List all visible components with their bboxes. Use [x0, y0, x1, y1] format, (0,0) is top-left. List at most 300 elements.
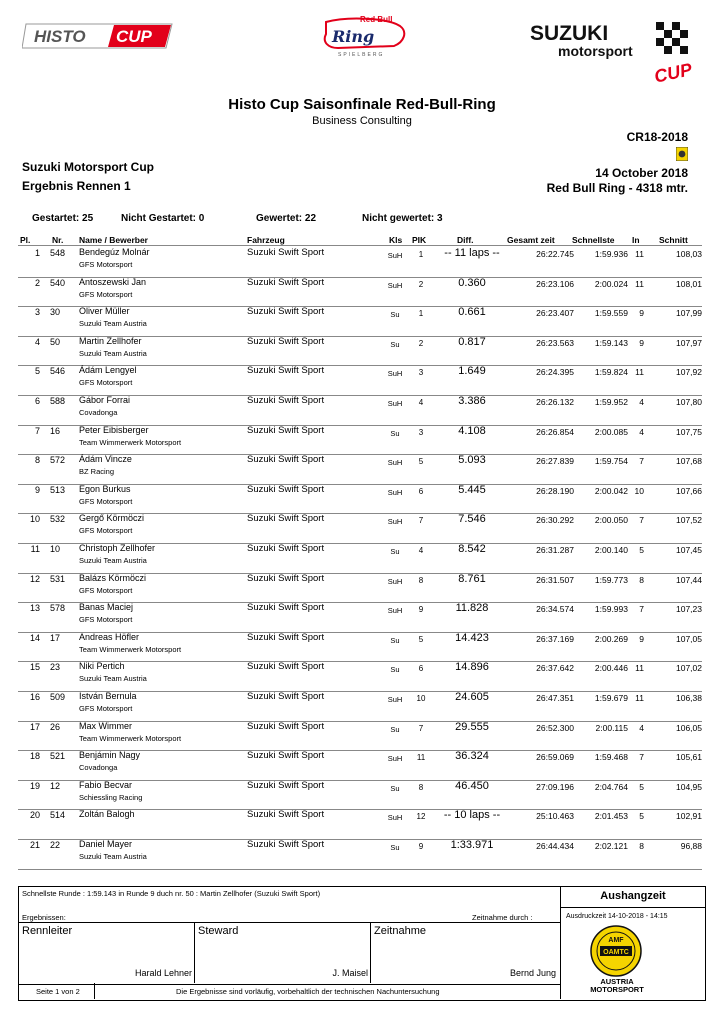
cell-fastest-lap: 2:00.140	[594, 545, 628, 555]
cell-class: SuH	[387, 517, 403, 527]
cell-class-position: 9	[418, 842, 424, 851]
cell-diff: 0.360	[458, 276, 486, 289]
cell-car: Suzuki Swift Sport	[247, 335, 325, 347]
cell-class: SuH	[387, 606, 403, 616]
cell-number: 588	[50, 396, 66, 406]
zeitnahme-name: Bernd Jung	[509, 968, 556, 978]
cell-car: Suzuki Swift Sport	[247, 247, 325, 258]
cell-avg-speed: 107,80	[676, 397, 702, 407]
stat-classified: Gewertet: 22	[256, 213, 317, 224]
cell-driver-name: Peter Eibisberger	[79, 424, 149, 435]
cell-class: Su	[390, 665, 400, 675]
table-row	[18, 395, 702, 426]
cell-number: 17	[50, 632, 61, 643]
cell-class: Su	[390, 339, 400, 349]
suzuki-motorsport-cup-logo	[528, 18, 698, 90]
red-bull-ring-logo	[308, 12, 420, 58]
motorsport-word: motorsport	[558, 43, 633, 59]
cell-total-time: 26:27.839	[536, 456, 574, 467]
cell-position: 2	[34, 277, 40, 288]
cell-diff: 4.108	[458, 424, 486, 437]
cell-driver-name: Oliver Müller	[79, 306, 130, 317]
table-row	[18, 425, 702, 456]
cell-class: Su	[390, 310, 400, 320]
cell-team: Suzuki Team Austria	[79, 319, 147, 329]
cell-class-position: 6	[418, 486, 424, 496]
cell-class-position: 2	[418, 338, 424, 348]
table-row	[18, 809, 702, 840]
table-row	[18, 721, 702, 752]
table-row	[18, 780, 702, 811]
cell-fastest-lap: 2:04.764	[594, 781, 628, 792]
cell-fastest-lap-number: 11	[635, 367, 644, 378]
cell-total-time: 25:10.463	[536, 811, 574, 822]
cell-fastest-lap: 2:01.453	[594, 811, 628, 822]
cell-team: Team Wimmerwerk Motorsport	[79, 733, 182, 743]
cell-total-time: 26:30.292	[536, 515, 574, 526]
cell-diff: 0.817	[458, 335, 486, 348]
cell-avg-speed: 107,44	[676, 574, 702, 585]
cell-fastest-lap: 2:00.042	[594, 485, 628, 496]
cell-class-position: 4	[418, 546, 424, 555]
table-row	[18, 484, 702, 515]
cell-position: 12	[29, 573, 40, 584]
cell-position: 17	[29, 721, 40, 732]
cell-fastest-lap-number: 9	[639, 308, 644, 319]
stat-not-started: Nicht Gestartet: 0	[121, 213, 205, 224]
cell-team: Suzuki Team Austria	[79, 348, 147, 358]
cell-number: 26	[50, 721, 61, 732]
cell-diff: 1:33.971	[450, 839, 494, 851]
col-header-pl: Pl.	[20, 235, 31, 245]
cell-class: SuH	[387, 754, 403, 764]
steward-name: J. Maisel	[332, 968, 368, 978]
cell-number: 16	[50, 425, 61, 436]
cell-driver-name: Ádám Lengyel	[79, 365, 137, 376]
cell-fastest-lap: 2:00.115	[595, 722, 628, 733]
cell-number: 532	[50, 514, 66, 525]
table-row	[18, 247, 702, 278]
cell-fastest-lap: 2:00.024	[594, 278, 628, 289]
rbr-bottom-text: SPIELBERG	[338, 52, 385, 58]
table-row	[18, 454, 702, 485]
cell-total-time: 26:28.190	[536, 485, 574, 496]
cell-position: 7	[34, 425, 40, 436]
cell-driver-name: Gergő Körmöczi	[79, 513, 145, 524]
cell-avg-speed: 107,02	[676, 663, 702, 674]
cell-fastest-lap: 1:59.468	[594, 752, 628, 763]
cell-driver-name: István Bernula	[79, 691, 137, 701]
ergebnissen-label: Ergebnissen:	[22, 913, 66, 922]
cell-number: 578	[50, 603, 66, 614]
cell-car: Suzuki Swift Sport	[247, 720, 325, 732]
cell-driver-name: Daniel Mayer	[79, 839, 133, 849]
cell-total-time: 26:59.069	[536, 752, 574, 763]
cell-diff: 11.828	[455, 602, 489, 615]
cell-class: SuH	[387, 576, 403, 586]
cell-class-position: 4	[418, 398, 424, 407]
cell-fastest-lap-number: 8	[639, 574, 644, 585]
cell-total-time: 26:22.745	[536, 249, 574, 259]
fastest-lap-note: Schnellste Runde : 1:59.143 in Runde 9 duch nr. 50 : Martin Zellhofer (Suzuki Swift Sport)	[22, 889, 321, 898]
table-row	[18, 543, 702, 574]
cell-total-time: 26:47.351	[536, 693, 574, 703]
cell-team: GFS Motorsport	[79, 289, 133, 299]
cell-diff: 8.761	[458, 572, 486, 585]
cell-number: 531	[50, 573, 66, 584]
cell-team: GFS Motorsport	[79, 704, 133, 713]
cell-driver-name: Ádám Vincze	[79, 454, 132, 465]
cell-class-position: 5	[418, 457, 424, 467]
cell-team: GFS Motorsport	[79, 526, 133, 536]
cup-word: CUP	[652, 59, 694, 87]
col-header-in: In	[632, 235, 640, 245]
cell-diff: 8.542	[458, 543, 486, 555]
rennleiter-label: Rennleiter	[22, 925, 73, 937]
cell-class-position: 1	[418, 309, 424, 319]
cell-team: GFS Motorsport	[79, 496, 133, 506]
cell-car: Suzuki Swift Sport	[247, 839, 325, 850]
col-header-fastest: Schnellste	[572, 235, 615, 245]
cell-fastest-lap-number: 5	[639, 811, 644, 822]
cell-diff: 0.661	[458, 306, 486, 319]
col-header-diff: Diff.	[457, 235, 474, 245]
cell-team: GFS Motorsport	[79, 585, 133, 595]
signature-divider	[194, 922, 195, 983]
cell-car: Suzuki Swift Sport	[247, 809, 325, 821]
cell-car: Suzuki Swift Sport	[247, 424, 325, 436]
cell-position: 18	[29, 751, 40, 762]
cell-class-position: 5	[418, 634, 424, 644]
cell-class: Su	[390, 783, 400, 793]
cell-class-position: 8	[418, 782, 424, 792]
cell-number: 513	[50, 484, 66, 495]
table-row	[18, 750, 702, 781]
page-number: Seite 1 von 2	[36, 987, 80, 996]
amf-oamtc-logo	[590, 925, 642, 977]
cell-number: 22	[50, 840, 61, 850]
cell-team: Team Wimmerwerk Motorsport	[79, 437, 182, 447]
cell-car: Suzuki Swift Sport	[247, 602, 325, 614]
cell-position: 15	[29, 662, 40, 673]
amf-mid-text: OAMTC	[603, 949, 629, 956]
table-row	[18, 839, 702, 870]
race-venue: Red Bull Ring - 4318 mtr.	[546, 181, 688, 195]
provisional-note: Die Ergebnisse sind vorläufig, vorbehaltlich der technischen Nachuntersuchung	[176, 987, 440, 996]
cell-fastest-lap-number: 11	[635, 663, 644, 674]
cell-total-time: 26:52.300	[536, 722, 574, 733]
rbr-script-text: Ring	[332, 27, 375, 46]
cell-position: 11	[30, 544, 40, 554]
histo-word: HISTO	[34, 27, 86, 46]
cell-fastest-lap-number: 7	[639, 456, 644, 467]
cell-position: 6	[34, 396, 40, 406]
header-divider	[18, 245, 702, 246]
cell-diff: 1.649	[458, 365, 486, 378]
cell-class-position: 3	[418, 368, 424, 378]
table-row	[18, 573, 702, 604]
cell-fastest-lap-number: 4	[639, 722, 644, 733]
cell-diff: -- 10 laps --	[443, 809, 501, 822]
cell-class: SuH	[387, 813, 403, 823]
cell-diff: 29.555	[455, 720, 489, 733]
cell-position: 1	[34, 248, 40, 258]
cell-diff: 5.093	[458, 454, 486, 467]
cell-class: Su	[390, 843, 400, 852]
cell-fastest-lap: 1:59.679	[594, 693, 628, 703]
cell-fastest-lap-number: 11	[635, 278, 644, 289]
stat-not-classified: Nicht gewertet: 3	[362, 213, 443, 224]
cell-number: 23	[50, 662, 61, 673]
cell-fastest-lap: 1:59.143	[594, 337, 628, 348]
cell-position: 19	[29, 780, 40, 791]
cell-car: Suzuki Swift Sport	[247, 779, 325, 791]
series-name: Suzuki Motorsport Cup	[22, 160, 154, 174]
cell-fastest-lap: 2:00.269	[594, 633, 628, 644]
cell-avg-speed: 106,38	[676, 693, 702, 703]
cell-team: BZ Racing	[79, 467, 115, 477]
zeitnahme-label: Zeitnahme	[374, 925, 426, 937]
cell-driver-name: Banas Maciej	[79, 602, 134, 613]
cell-class-position: 11	[416, 753, 426, 763]
cell-fastest-lap: 1:59.754	[594, 456, 628, 467]
cell-team: Covadonga	[79, 763, 118, 773]
cell-position: 13	[29, 603, 40, 614]
steward-label: Steward	[198, 925, 239, 937]
cell-avg-speed: 108,01	[676, 278, 702, 289]
cell-team: GFS Motorsport	[79, 378, 133, 388]
cell-class-position: 6	[418, 664, 424, 674]
cell-team: GFS Motorsport	[79, 615, 133, 625]
cell-team: Covadonga	[79, 408, 118, 417]
cell-fastest-lap-number: 11	[635, 249, 644, 259]
cell-total-time: 26:23.563	[536, 337, 574, 348]
cell-number: 12	[50, 780, 61, 791]
cell-avg-speed: 107,66	[676, 485, 702, 496]
cell-driver-name: Andreas Höfler	[79, 631, 140, 642]
rennleiter-name: Harald Lehner	[134, 968, 192, 978]
cell-driver-name: Gábor Forrai	[79, 395, 131, 405]
cell-car: Suzuki Swift Sport	[247, 750, 325, 762]
table-row	[18, 365, 702, 396]
cell-driver-name: Benjámin Nagy	[79, 750, 141, 761]
cell-driver-name: Egon Burkus	[79, 483, 131, 494]
cup-word: CUP	[116, 27, 152, 46]
cell-class-position: 9	[418, 605, 424, 615]
checkered-flag-icon	[656, 22, 688, 54]
cell-fastest-lap: 1:59.993	[594, 604, 628, 615]
cell-class-position: 7	[418, 723, 424, 733]
cell-avg-speed: 107,45	[676, 545, 702, 555]
table-row	[18, 513, 702, 544]
cell-position: 10	[29, 514, 40, 525]
cell-total-time: 26:37.169	[536, 633, 574, 644]
cell-diff: 7.546	[458, 513, 486, 526]
cell-car: Suzuki Swift Sport	[247, 395, 325, 406]
cell-car: Suzuki Swift Sport	[247, 572, 325, 584]
cell-class: Su	[390, 547, 400, 556]
table-row	[18, 306, 702, 337]
stat-started: Gestartet: 25	[32, 213, 94, 224]
cell-avg-speed: 104,95	[676, 781, 702, 792]
cell-diff: 5.445	[458, 483, 486, 496]
cell-avg-speed: 106,05	[676, 722, 702, 733]
cell-avg-speed: 107,23	[676, 604, 702, 615]
table-row	[18, 602, 702, 633]
cell-avg-speed: 105,61	[676, 752, 702, 763]
cell-fastest-lap-number: 11	[635, 693, 644, 703]
table-row	[18, 336, 702, 367]
cell-position: 14	[29, 632, 40, 643]
cell-total-time: 26:31.507	[536, 574, 574, 585]
cell-driver-name: Max Wimmer	[79, 720, 132, 731]
cell-fastest-lap: 2:00.446	[594, 663, 628, 674]
cell-fastest-lap-number: 5	[639, 545, 644, 555]
cell-driver-name: Antoszewski Jan	[79, 276, 147, 287]
cell-fastest-lap: 2:02.121	[594, 841, 628, 851]
col-header-pik: PIK	[412, 235, 427, 245]
cell-car: Suzuki Swift Sport	[247, 661, 325, 673]
page-title: Histo Cup Saisonfinale Red-Bull-Ring	[228, 96, 496, 113]
cell-position: 4	[34, 336, 40, 347]
cell-team: Suzuki Team Austria	[79, 852, 147, 861]
cell-diff: 36.324	[455, 750, 489, 763]
col-header-total: Gesamt zeit	[507, 235, 555, 245]
event-code: CR18-2018	[626, 130, 688, 144]
cell-fastest-lap-number: 4	[639, 426, 644, 437]
cell-fastest-lap-number: 5	[639, 781, 644, 792]
cell-avg-speed: 108,03	[676, 249, 702, 259]
amf-top-text: AMF	[608, 937, 624, 944]
cell-class-position: 7	[418, 516, 424, 526]
cell-team: Schiessling Racing	[79, 792, 143, 802]
cell-class: SuH	[387, 399, 403, 408]
cell-avg-speed: 107,52	[676, 515, 702, 526]
cell-class-position: 3	[418, 427, 424, 437]
cell-car: Suzuki Swift Sport	[247, 454, 325, 466]
cell-fastest-lap: 1:59.936	[594, 249, 628, 259]
oamtc-badge-icon	[676, 147, 688, 161]
cell-fastest-lap-number: 7	[639, 752, 644, 763]
cell-class: SuH	[387, 369, 403, 379]
cell-avg-speed: 107,68	[676, 456, 702, 467]
cell-number: 548	[50, 248, 66, 258]
rbr-top-text: Red Bull	[360, 15, 393, 24]
cell-class: SuH	[387, 458, 403, 468]
cell-avg-speed: 107,99	[676, 308, 702, 319]
cell-avg-speed: 102,91	[676, 811, 702, 822]
cell-class-position: 12	[416, 812, 426, 822]
table-row	[18, 691, 702, 722]
cell-fastest-lap-number: 10	[634, 485, 644, 496]
cell-class-position: 10	[416, 694, 426, 703]
cell-position: 16	[29, 692, 40, 702]
cell-driver-name: Zoltán Balogh	[79, 809, 135, 820]
cell-number: 10	[50, 544, 61, 554]
col-header-car: Fahrzeug	[247, 235, 285, 245]
cell-number: 30	[50, 307, 61, 318]
cell-fastest-lap: 2:00.085	[594, 426, 628, 437]
cell-driver-name: Martin Zellhofer	[79, 335, 142, 346]
cell-class: SuH	[387, 695, 403, 704]
cell-number: 540	[50, 277, 66, 288]
cell-car: Suzuki Swift Sport	[247, 543, 325, 554]
cell-position: 8	[34, 455, 40, 466]
cell-position: 21	[29, 840, 40, 850]
cell-car: Suzuki Swift Sport	[247, 483, 325, 495]
cell-fastest-lap-number: 4	[639, 397, 644, 407]
cell-car: Suzuki Swift Sport	[247, 306, 325, 318]
zeitnahme-durch-label: Zeitnahme durch :	[472, 913, 533, 922]
cell-total-time: 26:26.854	[536, 426, 574, 437]
cell-fastest-lap-number: 8	[639, 841, 644, 851]
cell-total-time: 26:23.106	[536, 278, 574, 289]
cell-driver-name: Christoph Zellhofer	[79, 543, 156, 553]
print-time: Ausdruckzeit 14-10-2018 - 14:15	[566, 913, 668, 920]
cell-total-time: 26:23.407	[536, 308, 574, 319]
cell-avg-speed: 107,05	[676, 633, 702, 644]
cell-class: Su	[390, 635, 400, 645]
cell-diff: 14.423	[455, 631, 489, 644]
cell-class: SuH	[387, 251, 403, 260]
cell-total-time: 26:24.395	[536, 367, 574, 378]
cell-total-time: 26:34.574	[536, 604, 574, 615]
cell-number: 521	[50, 751, 66, 762]
cell-position: 20	[29, 810, 40, 821]
signature-divider	[370, 922, 371, 983]
cell-fastest-lap: 1:59.952	[594, 397, 628, 407]
page-subtitle: Business Consulting	[312, 115, 412, 127]
col-header-name: Name / Bewerber	[79, 235, 148, 245]
cell-number: 546	[50, 366, 66, 377]
cell-total-time: 26:26.132	[536, 397, 574, 407]
signature-divider	[560, 907, 561, 999]
cell-class-position: 2	[418, 279, 424, 289]
cell-team: Team Wimmerwerk Motorsport	[79, 644, 182, 654]
cell-fastest-lap: 1:59.824	[594, 367, 628, 378]
signature-area	[18, 922, 560, 985]
cell-number: 50	[50, 336, 61, 347]
histo-cup-logo	[22, 22, 180, 50]
race-name: Ergebnis Rennen 1	[22, 179, 131, 193]
race-date: 14 October 2018	[595, 166, 688, 180]
cell-class: Su	[390, 428, 400, 438]
cell-diff: 3.386	[458, 395, 486, 407]
cell-car: Suzuki Swift Sport	[247, 276, 325, 288]
cell-number: 514	[50, 810, 66, 821]
cell-driver-name: Niki Pertich	[79, 661, 125, 672]
cell-fastest-lap-number: 7	[639, 604, 644, 615]
cell-team: GFS Motorsport	[79, 260, 133, 269]
cell-team: Suzuki Team Austria	[79, 556, 147, 565]
table-row	[18, 277, 702, 308]
cell-position: 9	[34, 484, 40, 495]
amf-caption: AUSTRIA MOTORSPORT	[590, 977, 644, 994]
cell-driver-name: Balázs Körmöczi	[79, 572, 147, 583]
cell-car: Suzuki Swift Sport	[247, 631, 325, 643]
cell-fastest-lap-number: 9	[639, 633, 644, 644]
cell-car: Suzuki Swift Sport	[247, 691, 325, 702]
cell-position: 3	[34, 307, 40, 318]
cell-total-time: 26:37.642	[536, 663, 574, 674]
cell-avg-speed: 107,92	[676, 367, 702, 378]
suzuki-word: SUZUKI	[530, 22, 609, 45]
cell-car: Suzuki Swift Sport	[247, 513, 325, 525]
cell-driver-name: Fabio Becvar	[79, 779, 133, 790]
aushang-label: Aushangzeit	[560, 886, 705, 908]
cell-diff: -- 11 laps --	[444, 247, 500, 259]
cell-fastest-lap: 1:59.773	[594, 574, 628, 585]
